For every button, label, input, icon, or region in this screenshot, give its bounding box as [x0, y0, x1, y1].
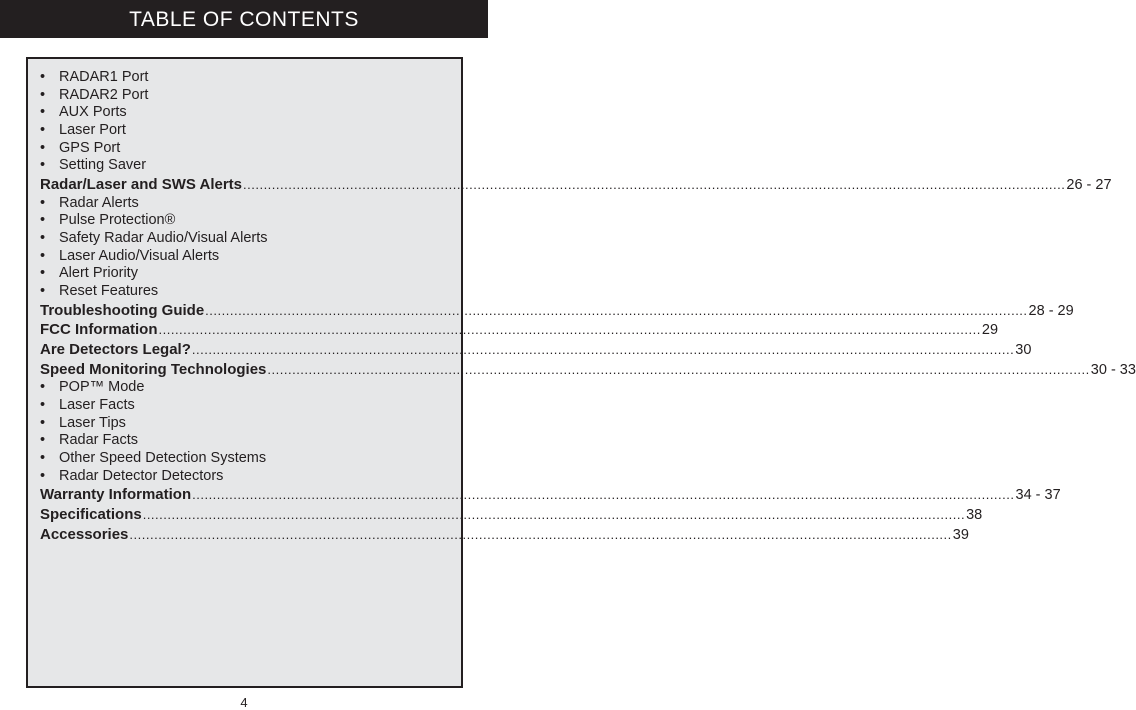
- toc-section: [40, 175, 1112, 195]
- toc-section: [40, 301, 1074, 321]
- toc-subitem: [40, 450, 450, 468]
- toc-section-pages: 28 - 29: [1028, 302, 1074, 319]
- toc-section-pages: 26 - 27: [1066, 177, 1112, 194]
- toc-panel: [26, 57, 1136, 688]
- toc-subitem-label: Laser Tips: [59, 414, 126, 431]
- bullet-icon: •: [40, 139, 46, 156]
- bullet-icon: •: [40, 396, 46, 413]
- toc-subitem: [40, 265, 450, 283]
- toc-section: [40, 505, 983, 525]
- toc-section: [40, 320, 999, 340]
- toc-subitem-label: Laser Audio/Visual Alerts: [59, 247, 220, 264]
- toc-title: TABLE OF CONTENTS: [129, 8, 359, 31]
- toc-section: [40, 360, 1136, 380]
- toc-section-pages: 30 - 33: [1090, 361, 1136, 378]
- toc-section: [40, 340, 1032, 360]
- bullet-icon: •: [40, 247, 46, 264]
- bullet-icon: •: [40, 283, 46, 300]
- bullet-icon: •: [40, 230, 46, 247]
- toc-subitem-label: Radar Facts: [59, 432, 138, 449]
- bullet-icon: •: [40, 467, 46, 484]
- toc-header-bar: [0, 0, 488, 38]
- bullet-icon: •: [40, 157, 46, 174]
- bullet-icon: •: [40, 212, 46, 229]
- toc-subitem: [40, 397, 450, 415]
- toc-subitem-label: Pulse Protection®: [59, 212, 176, 229]
- toc-subitem-label: RADAR1 Port: [59, 69, 149, 85]
- toc-list: [40, 69, 1136, 544]
- toc-section-title: Speed Monitoring Technologies: [40, 360, 267, 378]
- bullet-icon: •: [40, 379, 46, 396]
- bullet-icon: •: [40, 432, 46, 449]
- bullet-icon: •: [40, 104, 46, 121]
- toc-section-title: Are Detectors Legal?: [40, 341, 191, 359]
- toc-section-title: Accessories: [40, 525, 129, 543]
- toc-section-title: Troubleshooting Guide: [40, 301, 205, 319]
- dot-leader: ........................................................................................................................................................................................................: [192, 487, 1015, 503]
- dot-leader: ........................................................................................................................................................................................................: [142, 506, 966, 522]
- toc-subitem: [40, 212, 450, 230]
- toc-subitem: [40, 415, 450, 433]
- toc-section-title: Specifications: [40, 505, 142, 523]
- toc-subitem: [40, 104, 450, 122]
- bullet-icon: •: [40, 449, 46, 466]
- bullet-icon: •: [40, 265, 46, 282]
- toc-section: [40, 525, 969, 545]
- dot-leader: ........................................................................................................................................................................................................: [267, 361, 1090, 377]
- toc-subitem: [40, 379, 450, 397]
- toc-subitem-label: RADAR2 Port: [59, 86, 149, 103]
- toc-section-title: Radar/Laser and SWS Alerts: [40, 176, 243, 194]
- toc-section-pages: 38: [966, 506, 983, 523]
- toc-subitem: [40, 122, 450, 140]
- toc-subitem-label: Other Speed Detection Systems: [59, 449, 267, 466]
- bullet-icon: •: [40, 414, 46, 431]
- toc-subitem-label: Radar Detector Detectors: [59, 467, 224, 484]
- toc-subitem: [40, 69, 450, 87]
- toc-subitem: [40, 432, 450, 450]
- bullet-icon: •: [40, 69, 46, 85]
- toc-subitem: [40, 140, 450, 158]
- toc-section-title: Warranty Information: [40, 486, 192, 504]
- toc-subitem-label: Laser Facts: [59, 396, 135, 413]
- toc-section-pages: 39: [952, 526, 969, 543]
- toc-subitem: [40, 195, 450, 213]
- toc-section: [40, 485, 1061, 505]
- bullet-icon: •: [40, 194, 46, 211]
- toc-subitem-label: Laser Port: [59, 122, 126, 139]
- dot-leader: ........................................................................................................................................................................................................: [158, 322, 981, 338]
- toc-section-pages: 29: [981, 322, 999, 339]
- toc-subitem-label: Reset Features: [59, 283, 159, 300]
- toc-subitem-label: POP™ Mode: [59, 379, 145, 396]
- toc-subitem-label: Alert Priority: [59, 265, 138, 282]
- page-number: 4: [240, 695, 248, 710]
- toc-subitem: [40, 157, 450, 175]
- dot-leader: ........................................................................................................................................................................................................: [191, 342, 1015, 358]
- toc-section-pages: 30: [1015, 342, 1032, 359]
- dot-leader: ........................................................................................................................................................................................................: [129, 526, 952, 542]
- toc-subitem-label: Setting Saver: [59, 157, 147, 174]
- toc-section-title: FCC Information: [40, 321, 158, 339]
- toc-subitem: [40, 283, 450, 301]
- toc-subitem-label: Safety Radar Audio/Visual Alerts: [59, 230, 268, 247]
- toc-subitem: [40, 230, 450, 248]
- bullet-icon: •: [40, 122, 46, 139]
- toc-subitem: [40, 248, 450, 266]
- dot-leader: ........................................................................................................................................................................................................: [243, 177, 1066, 193]
- bullet-icon: •: [40, 86, 46, 103]
- toc-subitem-label: AUX Ports: [59, 104, 127, 121]
- toc-subitem: [40, 87, 450, 105]
- toc-subitem-label: GPS Port: [59, 139, 121, 156]
- dot-leader: ........................................................................................................................................................................................................: [205, 302, 1028, 318]
- toc-subitem: [40, 468, 450, 486]
- toc-section-pages: 34 - 37: [1015, 487, 1061, 504]
- toc-subitem-label: Radar Alerts: [59, 194, 139, 211]
